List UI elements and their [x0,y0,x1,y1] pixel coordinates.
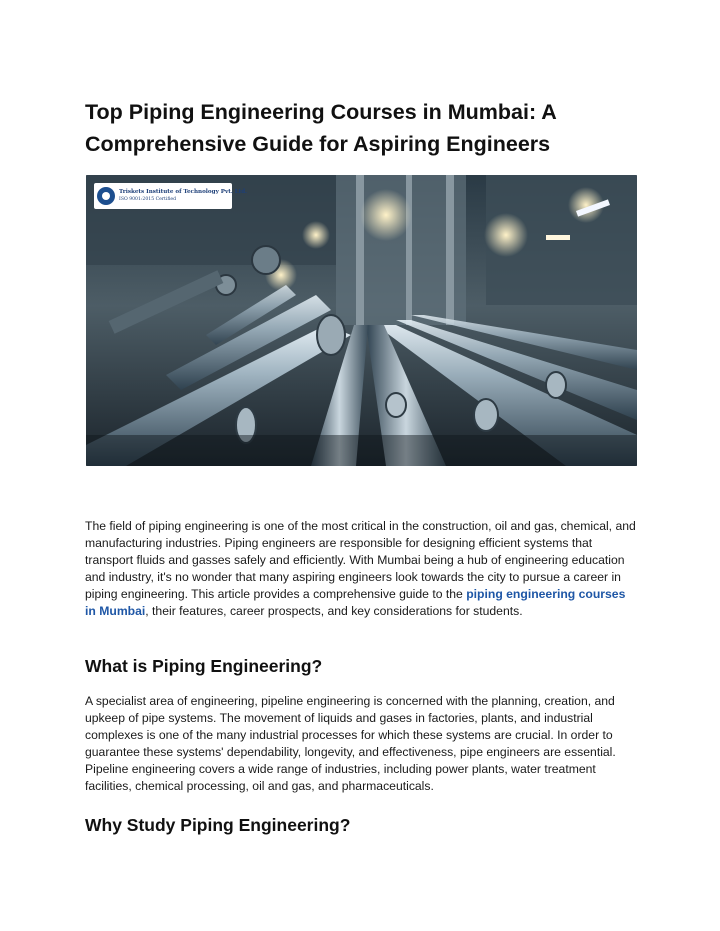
logo-name: Triskets Institute of Technology Pvt. Ltd. [119,189,248,195]
industrial-pipes-illustration [86,175,637,466]
article-title: Top Piping Engineering Courses in Mumbai: A Comprehensive Guide for Aspiring Engineers [85,100,557,156]
piping-courses-link[interactable]: piping engineering courses in Mumbai [85,587,626,618]
intro-text-before-link: The field of piping engineering is one of the most critical in the construction, oil and gas, chemical, and manufacturing industries. Piping engineers are responsible for designing efficient systems that transport fluids and gasses safely and efficiently. With Mumbai being a hub of engineering education and industry, it's no wonder that many aspiring engineers look towards the city to pursue a career in piping engineering. This article provides a comprehensive guide to the [85,519,636,601]
institute-logo [94,183,248,209]
section-what-is-body: A specialist area of engineering, pipeline engineering is concerned with the planning, creation, and upkeep of pipe systems. The movement of liquids and gases in factories, plants, and industrial complexes is one of the many industrial processes for which these systems are crucial. In order to guarantee these systems' dependability, longevity, and effectiveness, pipe engineers are essential. Pipeline engineering covers a wide range of industries, including power plants, water treatment facilities, chemical processing, oil and gas, and pharmaceuticals. [85,694,616,793]
hero-image [86,175,637,466]
logo-emblem-icon [97,187,115,205]
logo-certification: ISO 9001:2015 Certified [119,197,177,202]
intro-paragraph [85,518,637,620]
intro-text-after-link: , their features, career prospects, and key considerations for students. [145,604,523,618]
section-heading-why-study: Why Study Piping Engineering? [85,815,351,835]
section-heading-what-is: What is Piping Engineering? [85,656,323,676]
